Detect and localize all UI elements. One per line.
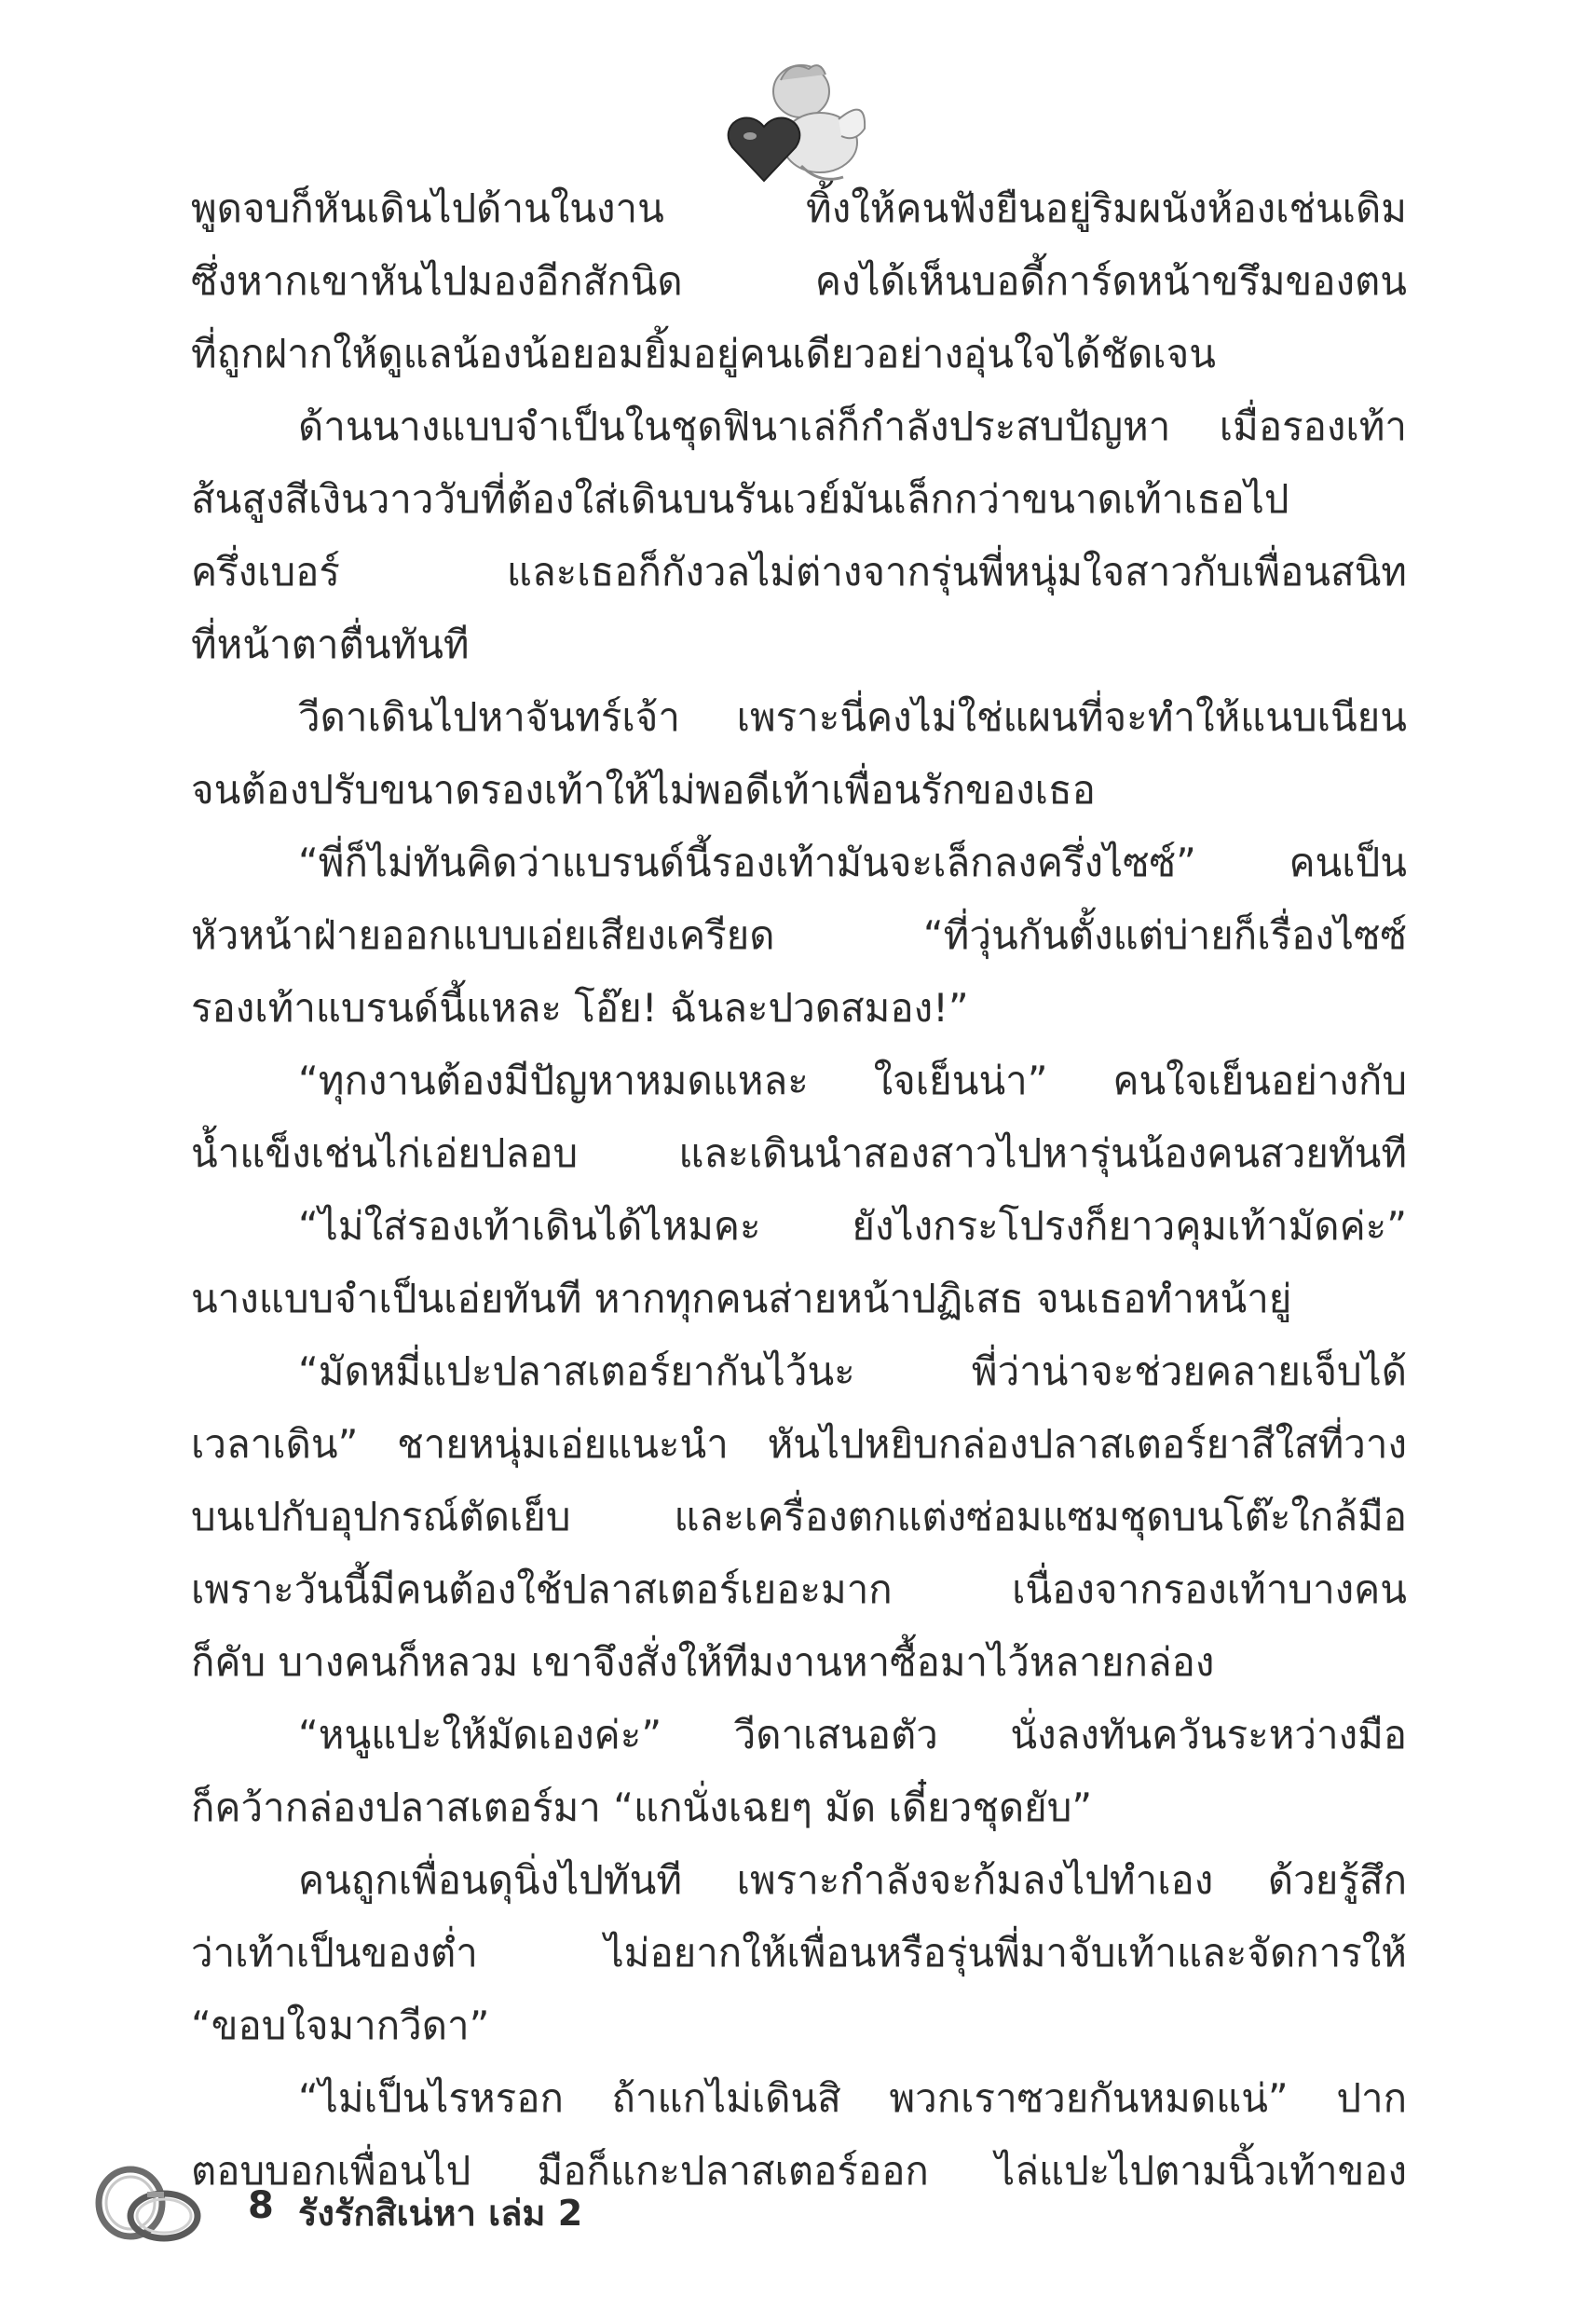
text-line: ตอบบอกเพื่อนไป มือก็แกะปลาสเตอร์ออก ไล่แปะไปตามนิ้วเท้าของ <box>191 2148 1407 2194</box>
text-line: “หนูแปะให้มัดเองค่ะ” วีดาเสนอตัว นั่งลงทันควันระหว่างมือ <box>298 1712 1407 1757</box>
text-line: “ไม่ใส่รองเท้าเดินได้ไหมคะ ยังไงกระโปรงก็ยาวคุมเท้ามัดค่ะ” <box>298 1203 1407 1249</box>
text-line: ด้านนางแบบจำเป็นในชุดฟินาเล่ก็กำลังประสบปัญหา เมื่อรองเท้า <box>298 403 1407 449</box>
text-line: รองเท้าแบรนด์นี้แหละ โอ๊ย! ฉันละปวดสมอง!” <box>191 985 969 1031</box>
text-line: “พี่ก็ไม่ทันคิดว่าแบรนด์นี้รองเท้ามันจะเล็กลงครึ่งไซซ์” คนเป็น <box>298 840 1407 885</box>
page-footer <box>91 2160 930 2253</box>
text-line: ที่ถูกฝากให้ดูแลน้องน้อยอมยิ้มอยู่คนเดียวอย่างอุ่นใจได้ชัดเจน <box>191 331 1216 376</box>
text-line: เวลาเดิน” ชายหนุ่มเอ่ยแนะนำ หันไปหยิบกล่องปลาสเตอร์ยาสีใสที่วาง <box>191 1421 1407 1467</box>
text-line: ก็คับ บางคนก็หลวม เขาจึงสั่งให้ทีมงานหาซื้อมาไว้หลายกล่อง <box>191 1639 1215 1685</box>
text-line: นางแบบจำเป็นเอ่ยทันที หากทุกคนส่ายหน้าปฏิเสธ จนเธอทำหน้ายู่ <box>191 1276 1292 1321</box>
text-line: ซึ่งหากเขาหันไปมองอีกสักนิด คงได้เห็นบอดี้การ์ดหน้าขรึมของตน <box>191 258 1407 304</box>
text-line: น้ำแข็งเช่นไก่เอ่ยปลอบ และเดินนำสองสาวไปหารุ่นน้องคนสวยทันที <box>191 1130 1407 1176</box>
text-line: คนถูกเพื่อนดุนิ่งไปทันที เพราะกำลังจะก้มลงไปทำเอง ด้วยรู้สึก <box>298 1857 1407 1903</box>
body-text <box>191 172 1407 2208</box>
text-line: ที่หน้าตาตื่นทันที <box>191 622 470 667</box>
text-line: “ทุกงานต้องมีปัญหาหมดแหละ ใจเย็นน่า” คนใจเย็นอย่างกับ <box>298 1058 1407 1103</box>
text-line: ก็คว้ากล่องปลาสเตอร์มา “แกนั่งเฉยๆ มัด เดี๋ยวชุดยับ” <box>191 1785 1093 1830</box>
text-line: พูดจบก็หันเดินไปด้านในงาน ทิ้งให้คนฟังยืนอยู่ริมผนังห้องเช่นเดิม <box>191 185 1407 231</box>
text-line: หัวหน้าฝ่ายออกแบบเอ่ยเสียงเครียด “ที่วุ่นกันตั้งแต่บ่ายก็เรื่องไซซ์ <box>191 912 1407 958</box>
wedding-rings-icon <box>91 2160 203 2249</box>
text-line: “มัดหมี่แปะปลาสเตอร์ยากันไว้นะ พี่ว่าน่าจะช่วยคลายเจ็บได้ <box>298 1348 1407 1394</box>
text-line: วีดาเดินไปหาจันทร์เจ้า เพราะนี่คงไม่ใช่แผนที่จะทำให้แนบเนียน <box>298 694 1407 740</box>
text-line: ส้นสูงสีเงินวาววับที่ต้องใส่เดินบนรันเวย์มันเล็กกว่าขนาดเท้าเธอไป <box>191 476 1289 522</box>
text-line: “ไม่เป็นไรหรอก ถ้าแกไม่เดินสิ พวกเราซวยกันหมดแน่” ปาก <box>298 2075 1407 2121</box>
text-line: เพราะวันนี้มีคนต้องใช้ปลาสเตอร์เยอะมาก เนื่องจากรองเท้าบางคน <box>191 1566 1407 1612</box>
text-line: ครึ่งเบอร์ และเธอก็กังวลไม่ต่างจากรุ่นพี่หนุ่มใจสาวกับเพื่อนสนิท <box>191 549 1407 595</box>
text-line: บนเปกับอุปกรณ์ตัดเย็บ และเครื่องตกแต่งซ่อมแซมชุดบนโต๊ะใกล้มือ <box>191 1494 1407 1539</box>
book-title: รังรักสิเน่หา เล่ม 2 <box>298 2193 583 2234</box>
text-line: จนต้องปรับขนาดรองเท้าให้ไม่พอดีเท้าเพื่อนรักของเธอ <box>191 767 1096 813</box>
page-number: 8 <box>248 2184 274 2227</box>
text-line: ว่าเท้าเป็นของต่ำ ไม่อยากให้เพื่อนหรือรุ่นพี่มาจับเท้าและจัดการให้ <box>191 1930 1407 1976</box>
text-line: “ขอบใจมากวีดา” <box>191 2003 490 2048</box>
